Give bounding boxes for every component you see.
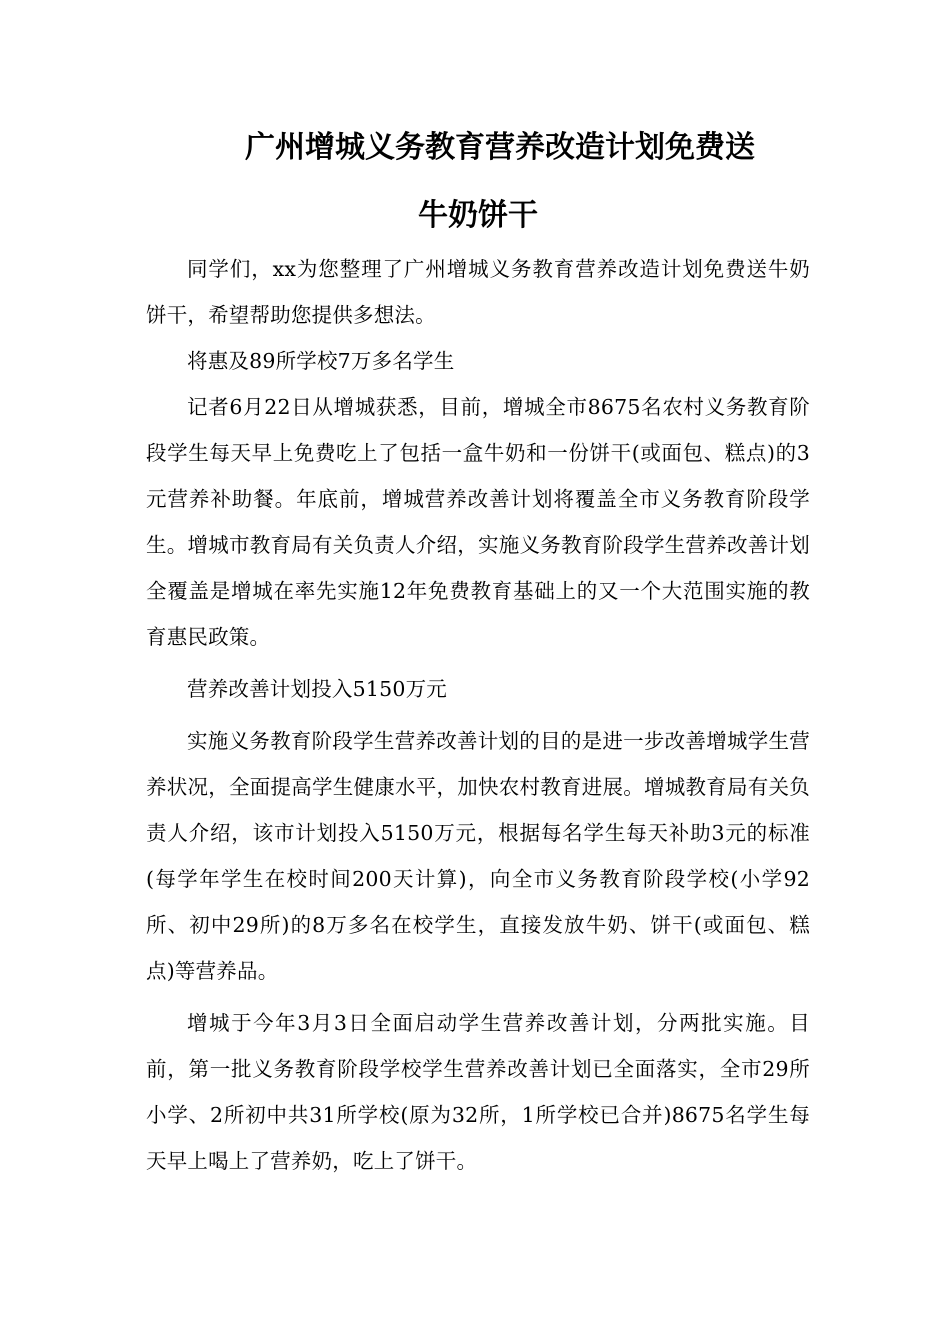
body-paragraph-launch: 增城于今年3月3日全面启动学生营养改善计划，分两批实施。目前，第一批义务教育阶段学校学生营养改善计划已全面落实，全市29所小学、2所初中共31所学校(原为32所，1所学校已合并)8675名学生每天早上喝上了营养奶，吃上了饼干。	[146, 1011, 810, 1173]
subheading-schools: 将惠及89所学校7万多名学生	[187, 349, 455, 373]
subheading-investment: 营养改善计划投入5150万元	[187, 677, 447, 701]
body-paragraph-report: 记者6月22日从增城获悉，目前，增城全市8675名农村义务教育阶段学生每天早上免费吃上了包括一盒牛奶和一份饼干(或面包、糕点)的3元营养补助餐。年底前，增城营养改善计划将覆盖全市义务教育阶段学生。增城市教育局有关负责人介绍，实施义务教育阶段学生营养改善计划全覆盖是增城在率先实施12年免费教育基础上的又一个大范围实施的教育惠民政策。	[146, 395, 810, 649]
intro-paragraph: 同学们，xx为您整理了广州增城义务教育营养改造计划免费送牛奶饼干，希望帮助您提供多想法。	[146, 257, 810, 327]
document-title-line-2: 牛奶饼干	[418, 198, 538, 233]
body-paragraph-purpose: 实施义务教育阶段学生营养改善计划的目的是进一步改善增城学生营养状况，全面提高学生健康水平，加快农村教育进展。增城教育局有关负责人介绍，该市计划投入5150万元，根据每名学生每天补助3元的标准(每学年学生在校时间200天计算)，向全市义务教育阶段学校(小学92所、初中29所)的8万多名在校学生，直接发放牛奶、饼干(或面包、糕点)等营养品。	[146, 729, 810, 983]
document-title-line-1: 广州增城义务教育营养改造计划免费送	[245, 130, 755, 165]
